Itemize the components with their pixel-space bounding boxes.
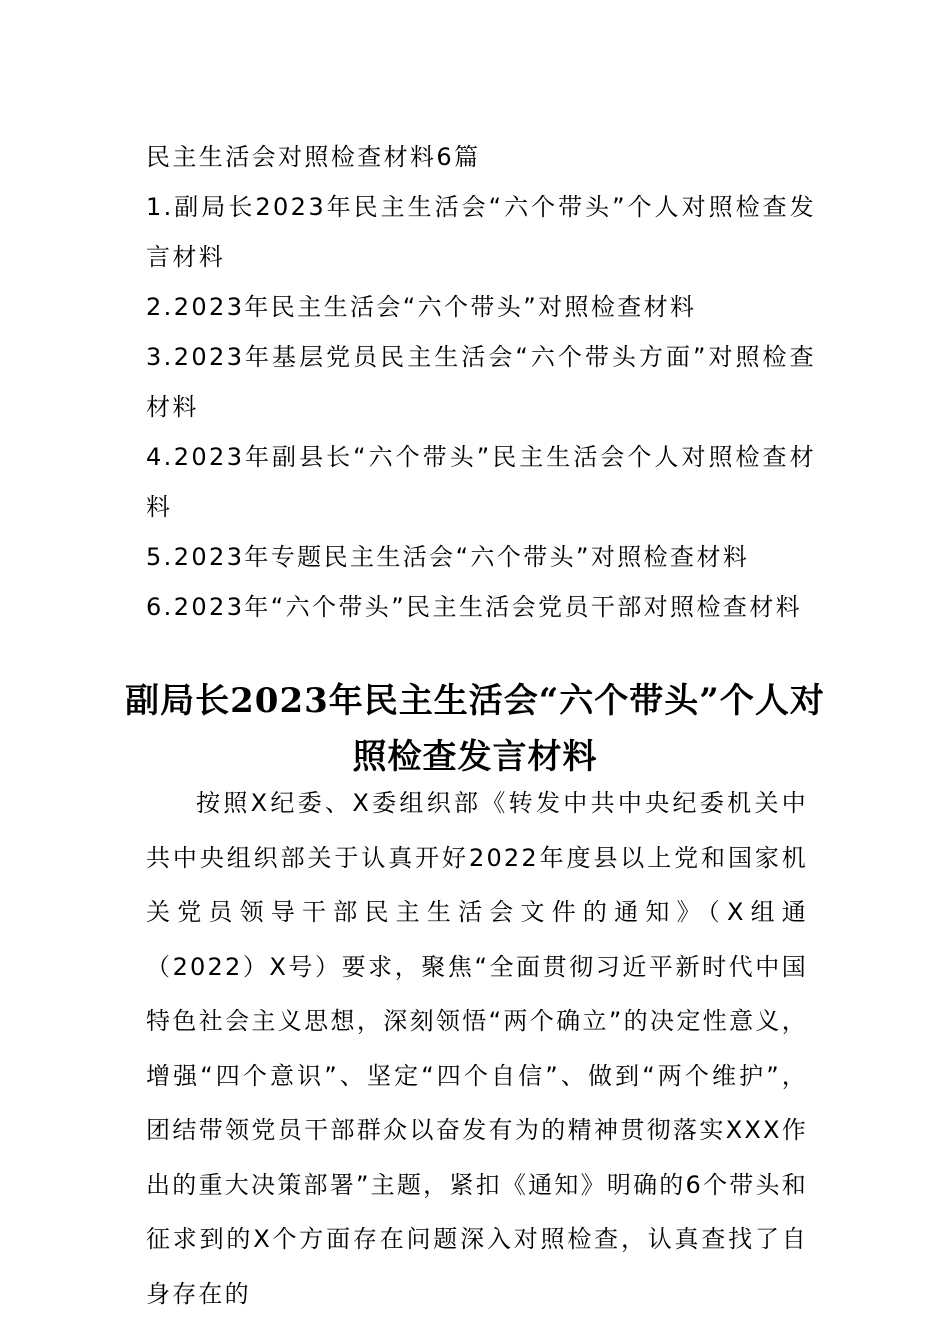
table-of-contents [146,132,816,632]
article-paragraph: 按照X纪委、X委组织部《转发中共中央纪委机关中共中央组织部关于认真开好2022年度县以上党和国家机关党员领导干部民主生活会文件的通知》（X组通（2022）X号）要求，聚焦“全面贯彻习近平新时代中国特色社会主义思想，深刻领悟“两个确立”的决定性意义，增强“四个意识”、坚定“四个自信”、做到“两个维护”，团结带领党员干部群众以奋发有为的精神贯彻落实XXX作出的重大决策部署”主题，紧扣《通知》明确的6个带头和征求到的X个方面存在问题深入对照检查，认真查找了自身存在的 [146,789,808,1308]
toc-item-3: 3.2023年基层党员民主生活会“六个带头方面”对照检查材料 [146,343,816,421]
toc-item-1: 1.副局长2023年民主生活会“六个带头”个人对照检查发言材料 [146,193,816,271]
article-title: 副局长2023年民主生活会“六个带头”个人对照检查发言材料 [125,681,825,777]
toc-heading: 民主生活会对照检查材料6篇 [146,143,481,171]
toc-item-5: 5.2023年专题民主生活会“六个带头”对照检查材料 [146,543,750,571]
toc-item-2: 2.2023年民主生活会“六个带头”对照检查材料 [146,293,697,321]
toc-item-4: 4.2023年副县长“六个带头”民主生活会个人对照检查材料 [146,443,816,521]
toc-item-6: 6.2023年“六个带头”民主生活会党员干部对照检查材料 [146,593,803,621]
